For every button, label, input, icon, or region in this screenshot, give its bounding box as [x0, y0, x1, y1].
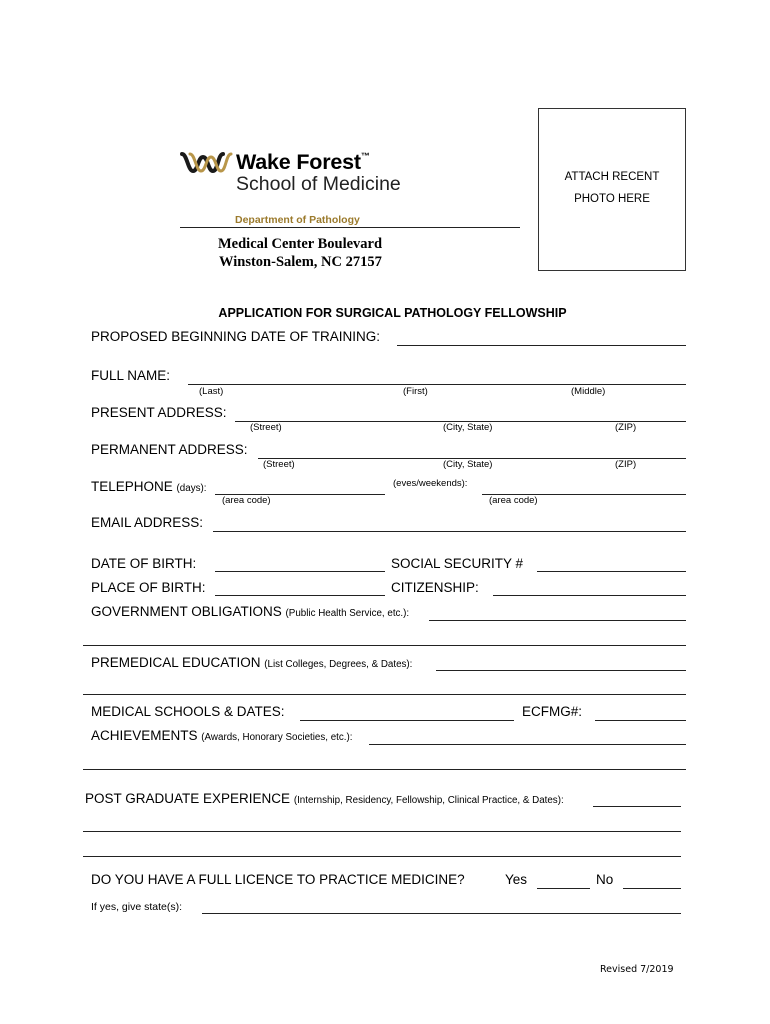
permanent-address-label: PERMANENT ADDRESS:	[91, 442, 248, 457]
permanent-address-sublabel-city-state: (City, State)	[443, 459, 493, 470]
telephone-days-field[interactable]	[215, 479, 385, 495]
full-name-sublabel-last: (Last)	[199, 386, 224, 397]
premedical-education-hint: (List Colleges, Degrees, & Dates):	[264, 659, 413, 670]
citizenship-label: CITIZENSHIP:	[391, 580, 479, 595]
proposed-date-label: PROPOSED BEGINNING DATE OF TRAINING:	[91, 329, 381, 344]
government-obligations-label	[91, 604, 409, 622]
full-name-sublabel-first: (First)	[403, 386, 428, 397]
permanent-address-sublabel-zip: (ZIP)	[615, 459, 637, 470]
government-obligations-label-text: GOVERNMENT OBLIGATIONS	[91, 604, 282, 619]
permanent-address-field[interactable]	[258, 443, 686, 459]
form-title: APPLICATION FOR SURGICAL PATHOLOGY FELLOWSHIP	[218, 306, 567, 320]
date-of-birth-label: DATE OF BIRTH:	[91, 556, 197, 571]
address-line-1: Medical Center Boulevard	[218, 236, 383, 252]
government-obligations-continuation-line[interactable]	[83, 645, 686, 646]
achievements-field[interactable]	[369, 729, 686, 745]
email-label: EMAIL ADDRESS:	[91, 515, 204, 530]
wake-forest-logo-mark-icon	[180, 150, 234, 176]
revision-date: Revised 7/2019	[600, 964, 674, 975]
licence-question: DO YOU HAVE A FULL LICENCE TO PRACTICE MEDICINE?	[91, 872, 465, 887]
social-security-field[interactable]	[537, 556, 686, 572]
social-security-label: SOCIAL SECURITY #	[391, 556, 524, 571]
premedical-education-continuation-line[interactable]	[83, 694, 686, 695]
place-of-birth-label: PLACE OF BIRTH:	[91, 580, 206, 595]
present-address-field[interactable]	[235, 406, 686, 422]
post-graduate-experience-continuation-line-2[interactable]	[83, 856, 681, 857]
telephone-eves-hint: (eves/weekends):	[393, 478, 468, 489]
achievements-hint: (Awards, Honorary Societies, etc.):	[201, 732, 353, 743]
medical-schools-field[interactable]	[300, 705, 514, 721]
licence-yes-label: Yes	[505, 872, 528, 887]
photo-box-line-1: ATTACH RECENT	[564, 171, 660, 183]
present-address-sublabel-city-state: (City, State)	[443, 422, 493, 433]
full-name-field[interactable]	[188, 369, 686, 385]
photo-box-line-2: PHOTO HERE	[574, 193, 650, 205]
department-name: Department of Pathology	[235, 214, 360, 226]
logo-trademark: ™	[360, 151, 370, 161]
ecfmg-label: ECFMG#:	[522, 704, 583, 719]
place-of-birth-field[interactable]	[215, 580, 385, 596]
ecfmg-field[interactable]	[595, 705, 686, 721]
telephone-label-text: TELEPHONE	[91, 479, 173, 494]
email-field[interactable]	[213, 516, 686, 532]
present-address-label: PRESENT ADDRESS:	[91, 405, 227, 420]
present-address-sublabel-street: (Street)	[250, 422, 282, 433]
telephone-eves-field[interactable]	[482, 479, 686, 495]
post-graduate-experience-continuation-line-1[interactable]	[83, 831, 681, 832]
post-graduate-experience-label	[85, 791, 564, 809]
achievements-label	[91, 728, 352, 746]
premedical-education-label	[91, 655, 412, 673]
logo	[180, 148, 410, 198]
date-of-birth-field[interactable]	[215, 556, 385, 572]
full-name-sublabel-middle: (Middle)	[571, 386, 606, 397]
licence-no-field[interactable]	[623, 873, 681, 889]
present-address-sublabel-zip: (ZIP)	[615, 422, 637, 433]
government-obligations-hint: (Public Health Service, etc.):	[285, 608, 410, 619]
licence-states-label: If yes, give state(s):	[91, 901, 183, 913]
citizenship-field[interactable]	[493, 580, 686, 596]
post-graduate-experience-hint: (Internship, Residency, Fellowship, Clinical Practice, & Dates):	[293, 795, 564, 806]
licence-states-field[interactable]	[202, 898, 681, 914]
logo-subname: School of Medicine	[236, 173, 401, 195]
proposed-date-field[interactable]	[397, 330, 686, 346]
logo-name	[236, 151, 370, 173]
telephone-eves-area-code-hint: (area code)	[489, 495, 538, 506]
achievements-continuation-line[interactable]	[83, 769, 686, 770]
licence-no-label: No	[596, 872, 614, 887]
licence-yes-field[interactable]	[537, 873, 590, 889]
post-graduate-experience-label-text: POST GRADUATE EXPERIENCE	[85, 791, 291, 806]
header-divider	[180, 227, 520, 228]
telephone-days-hint: (days):	[176, 483, 207, 494]
logo-name-text: Wake Forest	[236, 150, 361, 174]
premedical-education-field[interactable]	[436, 655, 686, 671]
premedical-education-label-text: PREMEDICAL EDUCATION	[91, 655, 261, 670]
achievements-label-text: ACHIEVEMENTS	[91, 728, 198, 743]
full-name-label: FULL NAME:	[91, 368, 171, 383]
telephone-label	[91, 479, 207, 497]
photo-attachment-box[interactable]	[538, 108, 686, 271]
address-line-2: Winston-Salem, NC 27157	[219, 254, 382, 270]
medical-schools-label: MEDICAL SCHOOLS & DATES:	[91, 704, 285, 719]
telephone-days-area-code-hint: (area code)	[222, 495, 271, 506]
government-obligations-field[interactable]	[429, 605, 686, 621]
permanent-address-sublabel-street: (Street)	[263, 459, 295, 470]
post-graduate-experience-field[interactable]	[593, 791, 681, 807]
